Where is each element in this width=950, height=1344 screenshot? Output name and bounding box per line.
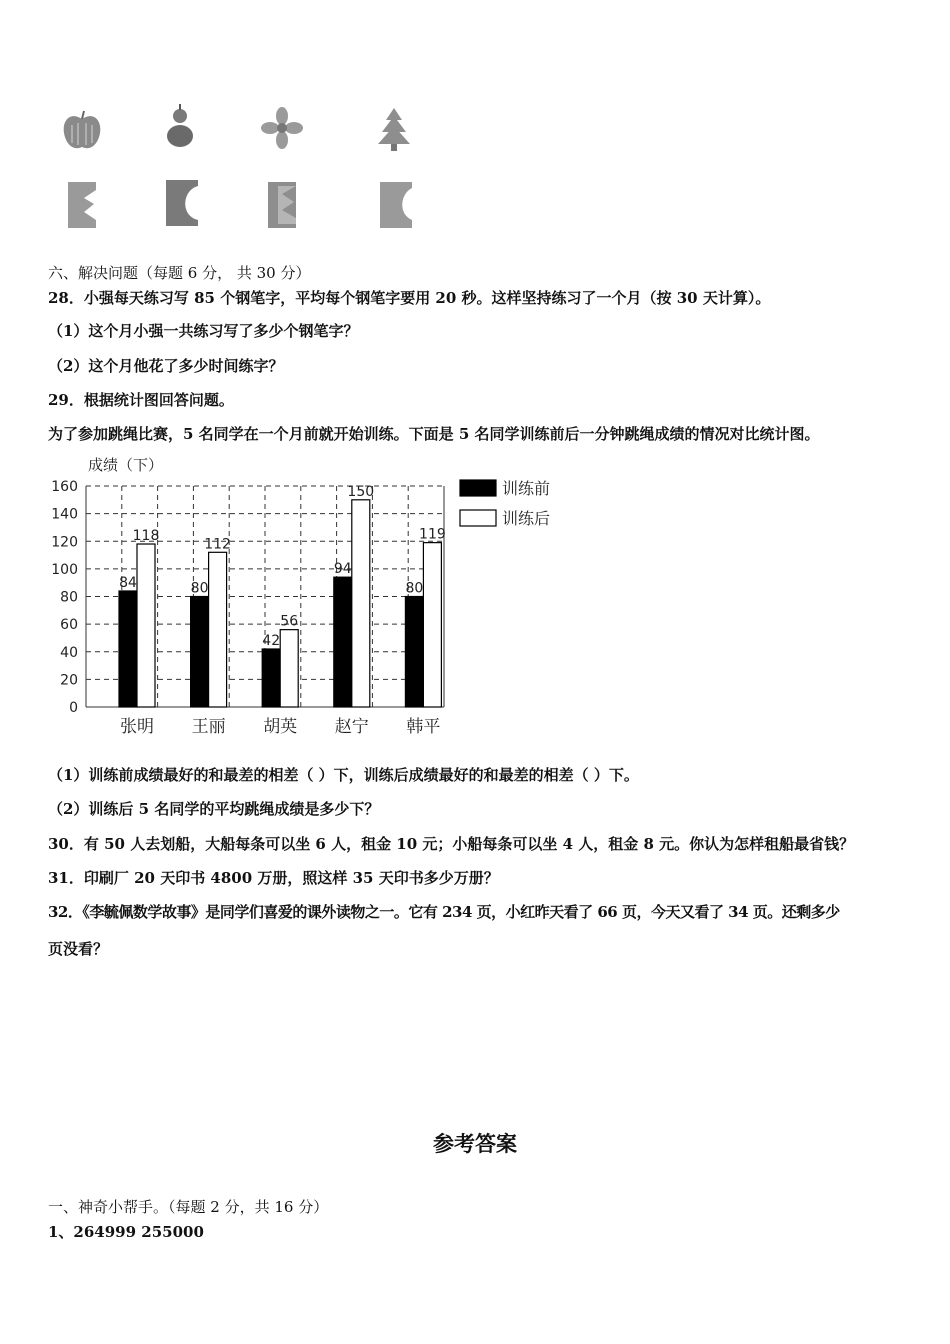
legend-label: 训练前 [502,479,551,498]
y-tick-label: 40 [60,644,78,661]
jump-rope-bar-chart [48,452,568,752]
y-tick-label: 160 [51,479,78,495]
bar-after [423,543,441,707]
x-category-label: 胡英 [263,717,298,737]
paper-cut-piece-1-icon [64,180,108,230]
bar-before [405,597,423,708]
question-28-sub1: （1）这个月小强一共练习写了多少个钢笔字？ [48,322,359,340]
question-28: 28．小强每天练习写 85 个钢笔字，平均每个钢笔字要用 20 秒。这样坚持练习了一个月（按 30 天计算）。 [48,289,771,307]
question-31: 31．印刷厂 20 天印书 4800 万册，照这样 35 天印书多少万册？ [48,869,499,887]
y-axis-label: 成绩（下） [88,456,164,474]
y-tick-label: 0 [69,700,78,716]
legend-swatch [460,480,496,496]
answers-section-one: 一、神奇小帮手。（每题 2 分，共 16 分） [48,1198,329,1216]
question-28-sub2: （2）这个月他花了多少时间练字？ [48,357,284,375]
x-category-label: 王丽 [191,717,226,737]
bar-value-label: 150 [347,483,375,500]
legend-swatch [460,510,496,526]
question-32-line1: 32．《李毓佩数学故事》是同学们喜爱的课外读物之一。它有 234 页，小红昨天看了 66 页，今天又看了 34 页。还剩多少 [48,903,840,921]
bar-before [262,649,280,707]
bar-after [280,630,298,707]
paper-cut-piece-2-icon [162,178,206,228]
bar-value-label: 94 [333,561,352,578]
bar-value-label: 118 [132,528,160,545]
question-29: 29．根据统计图回答问题。 [48,391,234,409]
y-tick-label: 120 [51,534,78,551]
y-tick-label: 140 [51,506,78,523]
question-29-intro: 为了参加跳绳比赛，5 名同学在一个月前就开始训练。下面是 5 名同学训练前后一分钟跳绳成绩的情况对比统计图。 [48,425,820,443]
legend-label: 训练后 [502,509,551,528]
question-30: 30．有 50 人去划船，大船每条可以坐 6 人，租金 10 元；小船每条可以坐 4 人，租金 8 元。你认为怎样租船最省钱？ [48,835,855,853]
bar-value-label: 56 [280,613,299,630]
pine-tree-silhouette-icon [372,104,416,154]
bar-value-label: 119 [419,526,446,543]
bar-value-label: 80 [405,580,424,597]
bar-before [191,597,209,708]
y-tick-label: 100 [51,561,78,578]
x-category-label: 张明 [120,717,154,737]
bar-after [137,544,155,707]
x-category-label: 韩平 [406,717,441,737]
y-tick-label: 80 [60,589,78,606]
bar-value-label: 80 [190,580,209,597]
y-tick-label: 60 [60,617,78,634]
question-29-sub1: （1）训练前成绩最好的和最差的相差（ ）下，训练后成绩最好的和最差的相差（ ）下。 [48,766,639,784]
question-32-line2: 页没看？ [48,940,109,958]
question-29-sub2: （2）训练后 5 名同学的平均跳绳成绩是多少下？ [48,800,380,818]
paper-cut-piece-4-icon [376,180,420,230]
bar-before [334,577,352,707]
figure-set [58,100,428,240]
gourd-silhouette-icon [158,102,202,152]
apple-silhouette-icon [60,105,104,155]
bar-value-label: 112 [204,536,231,553]
answer-1: 1、264999 255000 [48,1223,204,1241]
bar-value-label: 42 [262,632,281,649]
section-six-heading: 六、解决问题（每题 6 分， 共 30 分） [48,264,311,282]
answers-title: 参考答案 [433,1132,517,1156]
bar-after [209,552,227,707]
y-tick-label: 20 [60,672,78,689]
paper-cut-piece-3-icon [264,180,308,230]
bar-value-label: 84 [119,574,137,591]
x-category-label: 赵宁 [334,717,369,737]
flower-silhouette-icon [260,104,304,154]
bar-before [119,591,137,707]
bar-after [352,500,370,707]
